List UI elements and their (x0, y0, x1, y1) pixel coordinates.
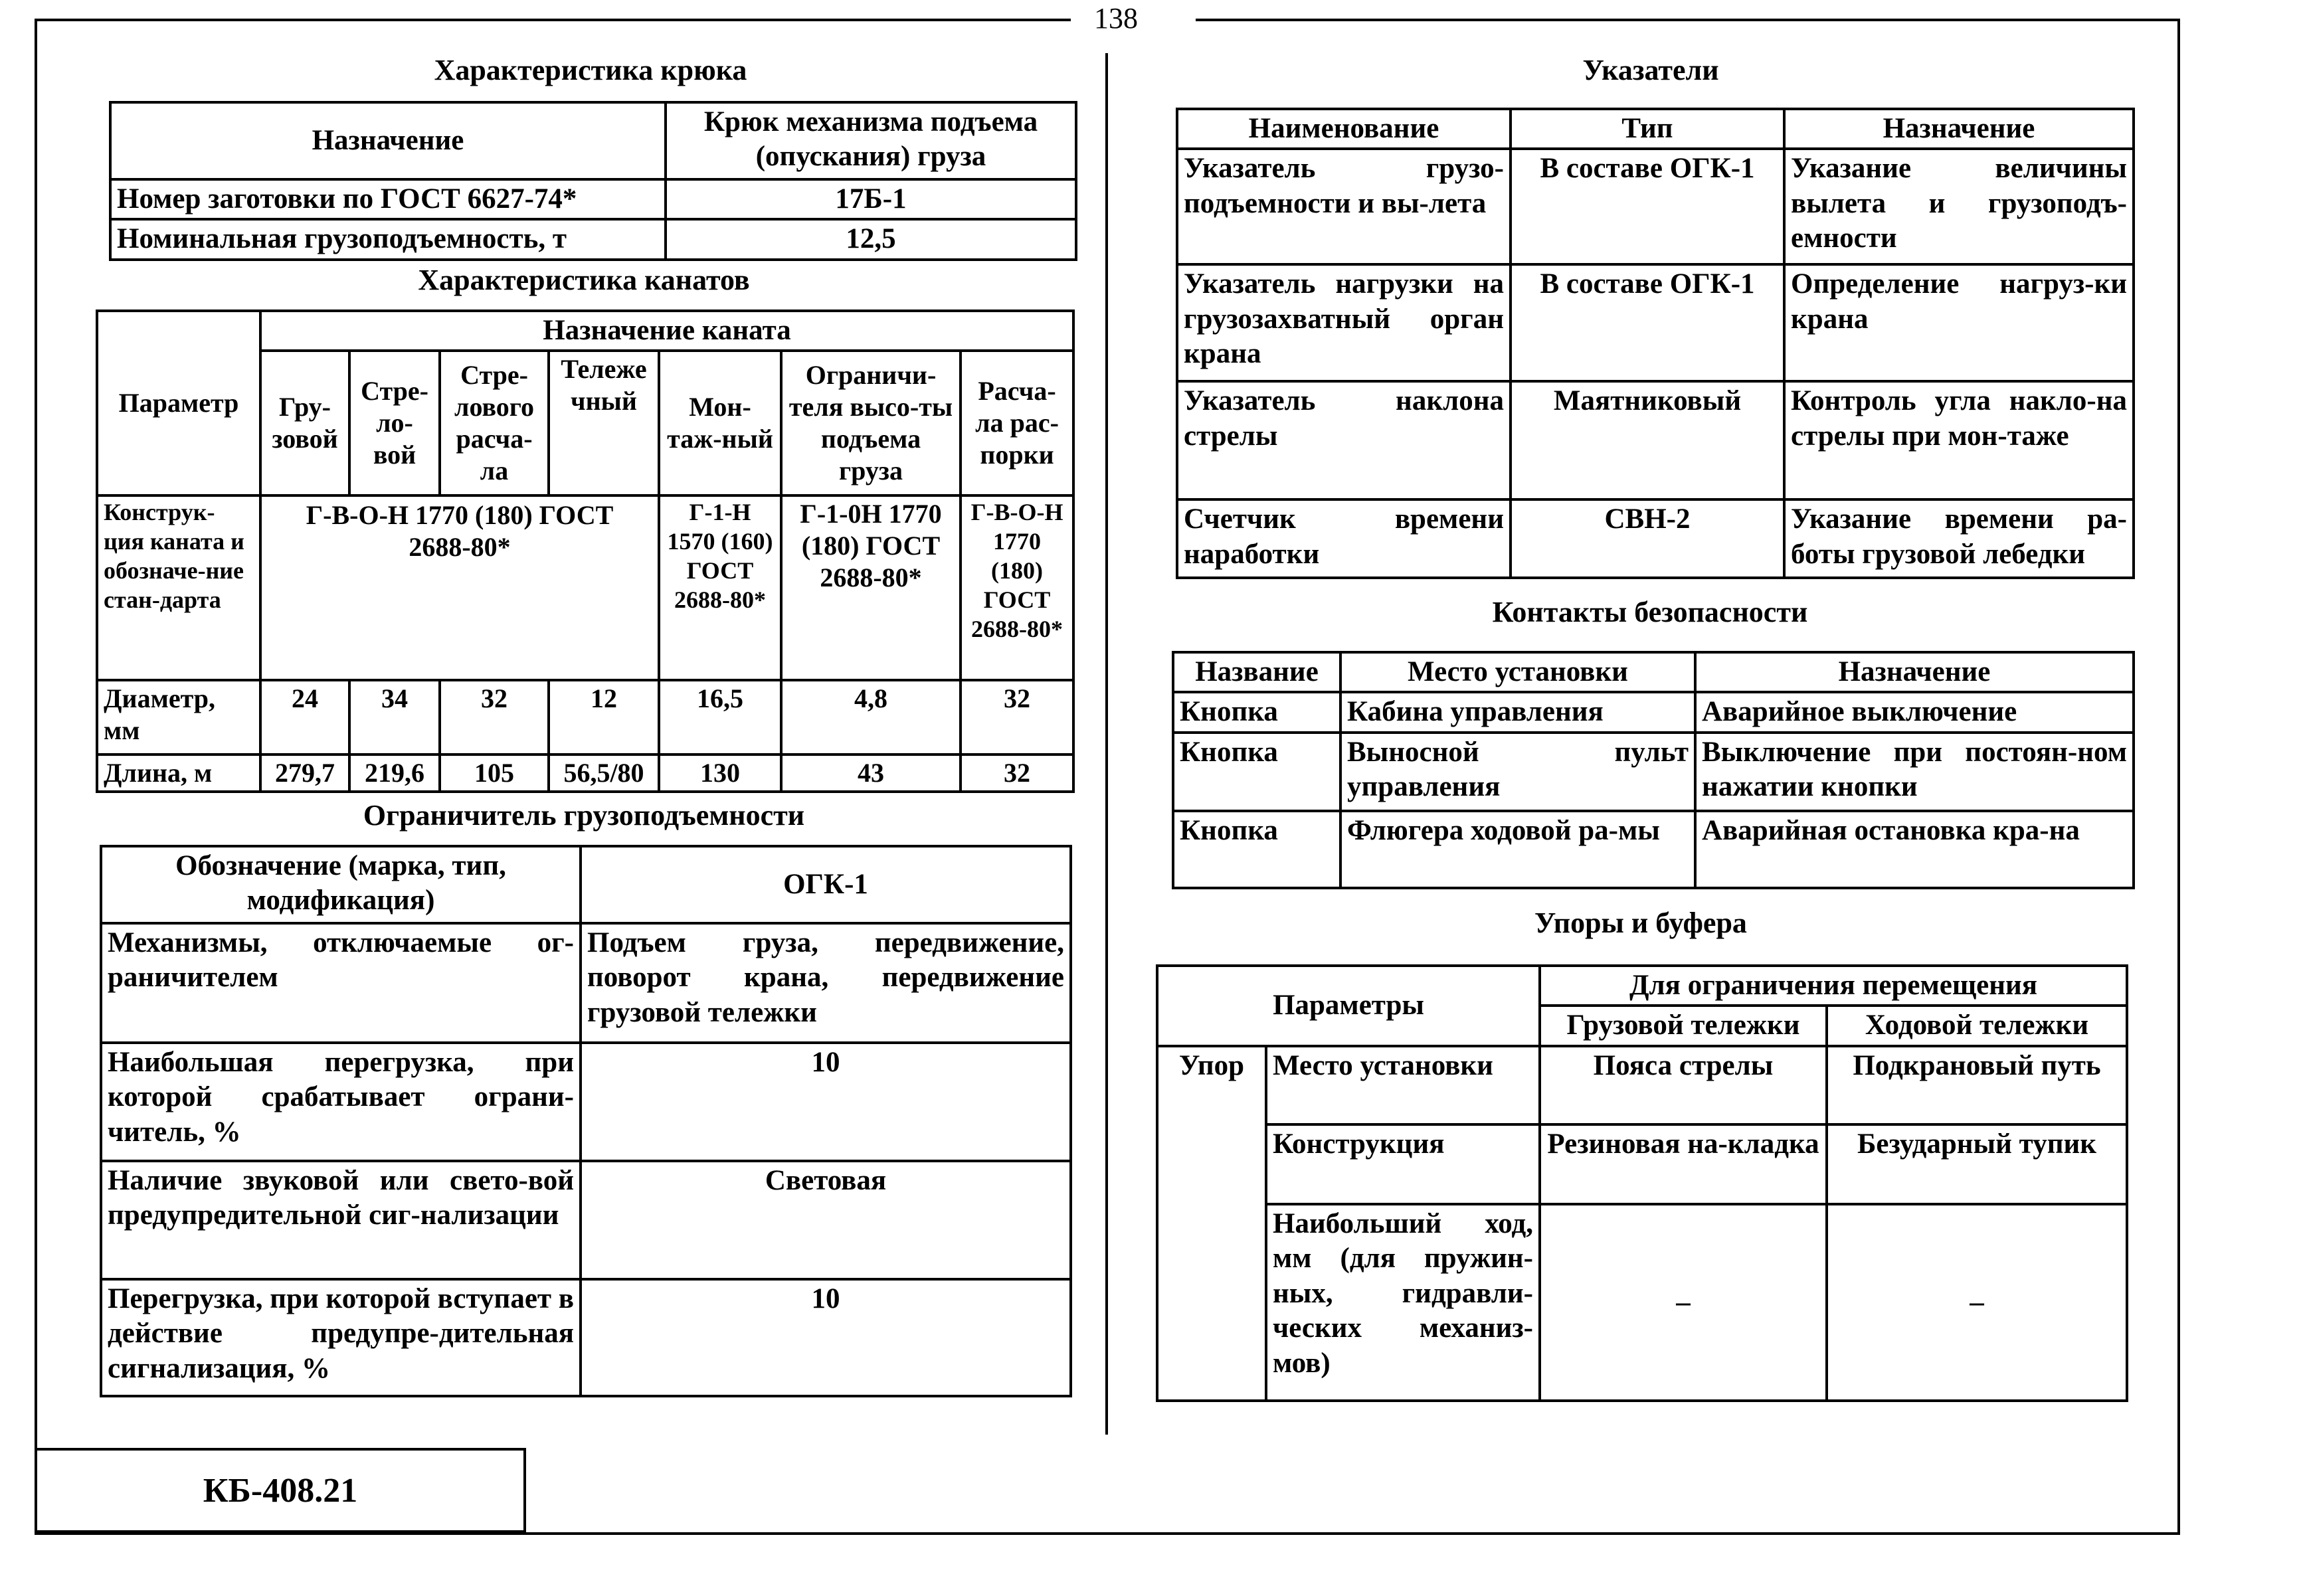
contacts-header: Название (1173, 652, 1340, 692)
table-row (97, 495, 1073, 680)
table-row (1173, 652, 2134, 692)
limiter-label: Перегрузка, при которой вступает в действие предупре-дительная сигнализация, % (101, 1279, 581, 1396)
ropes-length-label: Длина, м (97, 754, 260, 792)
table-row (1177, 381, 2134, 499)
indicators-cell: Указание величины вылета и грузоподъ-емности (1784, 149, 2134, 264)
ropes-construction-common-text: Г-В-О-Н 1770 (180) ГОСТ 2688-80* (306, 500, 614, 563)
indicators-cell: СВН-2 (1511, 499, 1784, 578)
indicators-cell: В составе ОГК-1 (1511, 149, 1784, 264)
ropes-col-header: Стре-лового расча-ла (440, 351, 549, 495)
contacts-header: Место установки (1340, 652, 1695, 692)
ropes-construction-limiter: Г-1-0Н 1770 (180) ГОСТ 2688-80* (781, 495, 961, 680)
ropes-col-header: Стре-ло-вой (349, 351, 440, 495)
ropes-col-header: Мон-таж-ный (659, 351, 781, 495)
indicators-cell: В составе ОГК-1 (1511, 264, 1784, 381)
document-stamp: КБ-408.21 (35, 1448, 526, 1533)
ropes-diameter-cell: 12 (549, 680, 659, 754)
frame-right (2177, 19, 2180, 1535)
ropes-diameter-cell: 24 (260, 680, 349, 754)
ropes-diameter-label: Диаметр, мм (97, 680, 260, 754)
hook-cell: 17Б-1 (666, 179, 1076, 219)
stops-col-header: Ходовой тележки (1827, 1006, 2127, 1045)
contacts-cell: Выключение при постоян-ном нажатии кнопки (1695, 733, 2134, 811)
ropes-param-header: Параметр (97, 311, 260, 495)
table-row (101, 1043, 1071, 1161)
contacts-cell: Кнопка (1173, 733, 1340, 811)
indicators-cell: Определение нагруз-ки крана (1784, 264, 2134, 381)
table-row (1177, 149, 2134, 264)
ropes-construction-strut: Г-В-О-Н 1770 (180) ГОСТ 2688-80* (961, 495, 1073, 680)
ropes-diameter-cell: 32 (440, 680, 549, 754)
table-row (97, 680, 1073, 754)
contacts-cell: Аварийная остановка кра-на (1695, 811, 2134, 888)
stops-cell: Резиновая на-кладка (1540, 1124, 1827, 1204)
indicators-title: Указатели (1582, 54, 1719, 86)
table-row (101, 923, 1071, 1043)
hook-table (109, 101, 1077, 261)
table-row (1173, 811, 2134, 888)
table-row (1157, 1046, 2127, 1124)
ropes-diameter-cell: 34 (349, 680, 440, 754)
stops-cell: Подкрановый путь (1827, 1046, 2127, 1124)
hook-cell: Номер заготовки по ГОСТ 6627-74* (110, 179, 666, 219)
indicators-header: Наименование (1177, 109, 1511, 149)
ropes-length-cell: 32 (961, 754, 1073, 792)
limiter-value: ОГК-1 (581, 846, 1071, 923)
table-row (97, 311, 1073, 351)
limiter-label: Обозначение (марка, тип, модификация) (101, 846, 581, 923)
ropes-length-cell: 130 (659, 754, 781, 792)
hook-cell: 12,5 (666, 219, 1076, 259)
table-row (1157, 966, 2127, 1006)
limiter-label: Наибольшая перегрузка, при которой срабатывает ограни-читель, % (101, 1043, 581, 1161)
stops-col-header: Грузовой тележки (1540, 1006, 1827, 1045)
ropes-length-cell: 219,6 (349, 754, 440, 792)
indicators-cell: Указатель нагрузки на грузозахватный орган крана (1177, 264, 1511, 381)
limiter-label: Механизмы, отключаемые ог-раничителем (101, 923, 581, 1043)
table-row (1173, 692, 2134, 732)
table-row (110, 219, 1076, 259)
indicators-cell: Указание времени ра-боты грузовой лебедки (1784, 499, 2134, 578)
ropes-construction-mount: Г-1-Н 1570 (160) ГОСТ 2688-80* (659, 495, 781, 680)
stops-title: Упоры и буфера (1534, 907, 1747, 939)
stops-cell: Пояса стрелы (1540, 1046, 1827, 1124)
ropes-col-header: Ограничи-теля высо-ты подъема груза (781, 351, 961, 495)
indicators-cell: Указатель грузо-подъемности и вы-лета (1177, 149, 1511, 264)
contacts-cell: Кнопка (1173, 811, 1340, 888)
indicators-cell: Счетчик времени наработки (1177, 499, 1511, 578)
hook-title: Характеристика крюка (434, 54, 747, 86)
limiter-value: 10 (581, 1043, 1071, 1161)
stops-cell: Безударный тупик (1827, 1124, 2127, 1204)
stops-stop-label: Упор (1157, 1046, 1266, 1401)
contacts-title: Контакты безопасности (1492, 596, 1808, 628)
indicators-cell: Маятниковый (1511, 381, 1784, 499)
ropes-diameter-cell: 4,8 (781, 680, 961, 754)
table-row (101, 846, 1071, 923)
limiter-title: Ограничитель грузоподъемности (363, 799, 805, 832)
ropes-length-cell: 279,7 (260, 754, 349, 792)
ropes-length-cell: 43 (781, 754, 961, 792)
stops-cell: Место установки (1266, 1046, 1540, 1124)
table-row (101, 1279, 1071, 1396)
ropes-construction-common (260, 495, 659, 680)
ropes-diameter-cell: 16,5 (659, 680, 781, 754)
table-row (97, 754, 1073, 792)
contacts-cell: Флюгера ходовой ра-мы (1340, 811, 1695, 888)
limiter-table (100, 845, 1072, 1397)
stops-cell: Наибольший ход, мм (для пружин-ных, гидравли-ческих механиз-мов) (1266, 1204, 1540, 1401)
indicators-header: Назначение (1784, 109, 2134, 149)
table-row (1177, 109, 2134, 149)
stops-cell: – (1827, 1204, 2127, 1401)
indicators-cell: Контроль угла накло-на стрелы при мон-таже (1784, 381, 2134, 499)
limiter-value: Подъем груза, передвижение, поворот крана, передвижение грузовой тележки (581, 923, 1071, 1043)
indicators-header: Тип (1511, 109, 1784, 149)
center-divider (1105, 53, 1108, 1435)
ropes-construction-label: Конструк-ция каната и обозначе-ние стан-дарта (97, 495, 260, 680)
contacts-cell: Аварийное выключение (1695, 692, 2134, 732)
limiter-value: 10 (581, 1279, 1071, 1396)
frame-top-right (1196, 19, 2180, 21)
table-row (1157, 1204, 2127, 1401)
stops-cell: Конструкция (1266, 1124, 1540, 1204)
stops-cell: – (1540, 1204, 1827, 1401)
ropes-col-header: Гру-зовой (260, 351, 349, 495)
limiter-label: Наличие звуковой или свето-вой предупредительной сиг-нализации (101, 1161, 581, 1279)
table-row (101, 1161, 1071, 1279)
ropes-table (96, 310, 1075, 793)
limiter-value: Световая (581, 1161, 1071, 1279)
contacts-header: Назначение (1695, 652, 2134, 692)
hook-cell: Номинальная грузоподъемность, т (110, 219, 666, 259)
ropes-length-cell: 56,5/80 (549, 754, 659, 792)
hook-header-mechanism: Крюк механизма подъема (опускания) груза (666, 102, 1076, 179)
contacts-cell: Кабина управления (1340, 692, 1695, 732)
stops-table (1156, 964, 2128, 1402)
stops-group-header: Для ограничения перемещения (1540, 966, 2127, 1006)
ropes-group-header: Назначение каната (260, 311, 1073, 351)
stops-params-header: Параметры (1157, 966, 1540, 1046)
ropes-diameter-cell: 32 (961, 680, 1073, 754)
frame-left (35, 19, 37, 1535)
table-row (110, 102, 1076, 179)
ropes-col-header: Тележе чный (549, 351, 659, 495)
table-row (1177, 499, 2134, 578)
contacts-cell: Кнопка (1173, 692, 1340, 732)
indicators-table (1176, 108, 2135, 579)
ropes-length-cell: 105 (440, 754, 549, 792)
table-row (1173, 733, 2134, 811)
ropes-col-header: Расча-ла рас-порки (961, 351, 1073, 495)
ropes-title: Характеристика канатов (418, 264, 750, 296)
frame-top-left (35, 19, 1071, 21)
table-row (1177, 264, 2134, 381)
contacts-table (1172, 651, 2135, 889)
hook-header-purpose: Назначение (110, 102, 666, 179)
table-row (1157, 1124, 2127, 1204)
table-row (110, 179, 1076, 219)
contacts-cell: Выносной пульт управления (1340, 733, 1695, 811)
page-number: 138 (1094, 2, 1138, 35)
indicators-cell: Указатель наклона стрелы (1177, 381, 1511, 499)
